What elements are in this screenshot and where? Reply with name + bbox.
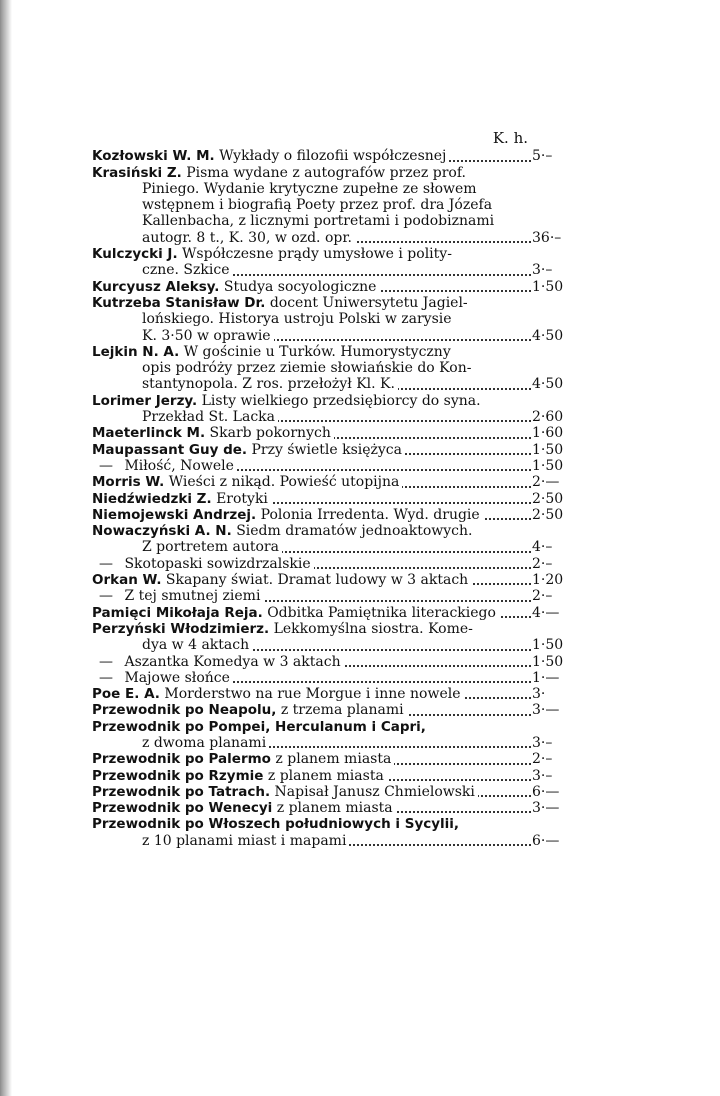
entry-author: Morris W. xyxy=(92,474,165,491)
entry-price: 1·50 xyxy=(532,653,564,670)
entry-line xyxy=(92,393,530,409)
entry-price: 1·20 xyxy=(532,572,564,589)
entry-text: Skarb pokornych xyxy=(209,425,331,442)
entry-line xyxy=(92,344,530,360)
entry-line xyxy=(92,490,564,507)
entry-price: 3· xyxy=(532,686,564,702)
scan-shadow-edge xyxy=(0,0,14,1096)
entry-author: Przewodnik po Palermo xyxy=(92,751,271,768)
entry-text: Listy wielkiego przedsiębiorcy do syna. xyxy=(201,392,481,409)
entry-author: Przewodnik po Wenecyi xyxy=(92,800,273,817)
entry-price: 4·50 xyxy=(532,376,564,393)
entry-text: Aszantka Komedya w 3 aktach xyxy=(124,653,341,670)
entry-author: Poe E. A. xyxy=(92,686,160,703)
entry-text: z trzema planami xyxy=(280,702,404,719)
catalog-entry xyxy=(92,343,564,393)
entry-text: Wieści z nikąd. Powieść utopijna xyxy=(168,474,400,491)
entry-text: wstępnem i biografią Poety przez prof. dra Józefa xyxy=(142,197,493,214)
entry-author: Perzyński Włodzimierz. xyxy=(92,620,270,637)
entry-price: 5·– xyxy=(532,148,564,164)
entry-text: Pisma wydane z autografów przez prof. xyxy=(186,164,466,181)
entry-text: opis podróży przez ziemie słowiańskie do Kon- xyxy=(142,360,472,377)
entry-author: Przewodnik po Włoszech południowych i Sycylii, xyxy=(92,816,460,833)
catalog-entry xyxy=(92,278,564,295)
entry-text: Siedm dramatów jednoaktowych. xyxy=(236,523,473,540)
entry-author: Kozłowski W. M. xyxy=(92,148,215,165)
catalog-entry xyxy=(92,800,560,817)
entry-line xyxy=(92,816,530,832)
entry-author: Przewodnik po Neapolu, xyxy=(92,702,277,719)
entry-author: Przewodnik po Rzymie xyxy=(92,767,264,784)
entry-text: Erotyki xyxy=(216,490,268,507)
entry-author: Niedźwiedzki Z. xyxy=(92,490,212,507)
entry-line xyxy=(92,474,560,491)
entry-price: 3·– xyxy=(532,262,564,278)
entry-text: Studya socyologiczne xyxy=(223,278,377,295)
entry-text: Skotopaski sowizdrzalskie xyxy=(124,555,311,572)
entry-author: Orkan W. xyxy=(92,572,162,589)
entry-line xyxy=(92,409,564,426)
entry-line xyxy=(92,441,564,458)
catalog-entry xyxy=(92,604,560,621)
entry-author: Maeterlinck M. xyxy=(92,425,206,442)
entry-line xyxy=(92,181,530,197)
entry-line xyxy=(92,506,564,523)
entry-price: 2·– xyxy=(532,751,564,767)
entry-author: Kurcyusz Aleksy. xyxy=(92,278,220,295)
entry-author: Przewodnik po Pompei, Herculanum i Capri, xyxy=(92,718,426,735)
entry-text: Wykłady o filozofii współczesnej xyxy=(219,148,447,165)
entry-line xyxy=(92,197,530,213)
entry-price: 3·— xyxy=(532,702,564,718)
entry-text: Przekład St. Lacka xyxy=(142,409,275,426)
entry-price: 1·50 xyxy=(532,278,564,295)
entry-line xyxy=(92,539,553,556)
catalog-entry xyxy=(92,392,564,426)
entry-price: 6·— xyxy=(532,784,564,800)
catalog-entry xyxy=(92,474,560,491)
entry-text: Kallenbacha, z licznymi portretami i podobiznami xyxy=(142,213,495,230)
catalog-entry xyxy=(92,425,564,442)
entry-text: z planem miasta xyxy=(276,800,393,817)
entry-price: 1·— xyxy=(532,670,564,686)
entry-text: Morderstwo na rue Morgue i inne nowele xyxy=(164,686,461,703)
ditto-dash: — xyxy=(99,588,113,605)
entry-line xyxy=(92,604,560,621)
catalog-entry xyxy=(92,441,564,458)
entry-line xyxy=(92,523,530,539)
catalog-entry xyxy=(92,572,564,589)
entry-line xyxy=(92,457,564,474)
entry-line xyxy=(92,751,553,768)
catalog-entry xyxy=(92,718,553,752)
entry-text: Z portretem autora xyxy=(142,539,279,556)
entry-line xyxy=(92,783,560,800)
entry-line xyxy=(92,311,530,327)
entry-text: Odbitka Pamiętnika literackiego xyxy=(267,604,496,621)
catalog-entry xyxy=(92,457,564,474)
entry-price: 1·50 xyxy=(532,457,564,474)
catalog-entry xyxy=(92,588,553,605)
entry-text: Z tej smutnej ziemi xyxy=(124,588,261,605)
entry-line xyxy=(92,327,564,344)
entry-line xyxy=(92,213,530,229)
entry-text: z 10 planami miast i mapami xyxy=(142,832,347,849)
entry-text: z planem miasta xyxy=(275,751,392,768)
entry-price: 3·— xyxy=(532,800,564,816)
catalog-entry xyxy=(92,751,553,768)
entry-price: 2·60 xyxy=(532,409,564,426)
entry-line xyxy=(92,262,553,279)
catalog-entry xyxy=(92,148,553,165)
entry-text: Piniego. Wydanie krytyczne zupełne ze słowem xyxy=(142,180,477,197)
entry-price: 6·— xyxy=(532,833,564,849)
entry-line xyxy=(92,360,530,376)
entry-text: K. 3·50 w oprawie xyxy=(142,327,271,344)
entry-text: Lekkomyślna siostra. Kome- xyxy=(273,620,473,637)
catalog-entry xyxy=(92,523,553,556)
entry-text: Współczesne prądy umysłowe i polity- xyxy=(182,246,452,263)
entry-author: Pamięci Mikołaja Reja. xyxy=(92,604,263,621)
catalog-entry xyxy=(92,767,553,784)
entry-line xyxy=(92,702,560,719)
entry-price: 4·– xyxy=(532,539,564,555)
entry-line xyxy=(92,686,546,703)
ditto-dash: — xyxy=(99,457,113,474)
entry-line xyxy=(92,555,553,572)
entry-line xyxy=(92,165,530,181)
entry-author: Przewodnik po Tatrach. xyxy=(92,783,271,800)
entry-line xyxy=(92,376,564,393)
catalog-entry xyxy=(92,246,553,279)
catalog-entry xyxy=(92,555,553,572)
catalog-entry xyxy=(92,783,560,800)
entry-author: Kutrzeba Stanisław Dr. xyxy=(92,294,266,311)
entry-price: 4·— xyxy=(532,605,564,621)
currency-header: K. h. xyxy=(492,129,528,147)
entry-price: 2·— xyxy=(532,474,564,490)
catalog-entry xyxy=(92,686,546,703)
entry-line xyxy=(92,669,560,686)
ditto-dash: — xyxy=(99,653,113,670)
entry-price: 1·50 xyxy=(532,637,564,654)
entry-price: 1·60 xyxy=(532,425,564,442)
entry-author: Kulczycki J. xyxy=(92,246,178,263)
entry-line xyxy=(92,295,530,311)
entry-line xyxy=(92,425,564,442)
entry-line xyxy=(92,734,553,751)
catalog-entry xyxy=(92,620,564,654)
entry-line xyxy=(92,719,530,735)
entry-price: 2·50 xyxy=(532,490,564,507)
catalog-entry xyxy=(92,506,564,523)
catalog-entry xyxy=(92,669,560,686)
entry-author: Maupassant Guy de. xyxy=(92,441,248,458)
entry-author: Krasiński Z. xyxy=(92,164,182,181)
entry-line xyxy=(92,800,560,817)
entry-author: Lejkin N. A. xyxy=(92,343,180,360)
catalog-entry xyxy=(92,702,560,719)
entry-line xyxy=(92,588,553,605)
entry-author: Niemojewski Andrzej. xyxy=(92,506,257,523)
entry-text: dya w 4 aktach xyxy=(142,637,250,654)
entry-text: Polonia Irredenta. Wyd. drugie xyxy=(260,506,480,523)
ditto-dash: — xyxy=(99,555,113,572)
entry-line xyxy=(92,572,564,589)
entry-text: czne. Szkice xyxy=(142,262,230,279)
entry-author: Lorimer Jerzy. xyxy=(92,392,198,409)
entry-price: 3·– xyxy=(532,768,564,784)
entry-text: W gościnie u Turków. Humorystyczny xyxy=(183,343,451,360)
entry-text: z planem miasta xyxy=(267,767,384,784)
entry-text: Napisał Janusz Chmielowski xyxy=(274,783,475,800)
catalog-entry xyxy=(92,294,564,344)
entry-author: Nowaczyński A. N. xyxy=(92,523,232,540)
entry-line xyxy=(92,832,560,849)
entry-text: docent Uniwersytetu Jagiel- xyxy=(269,294,468,311)
catalog-entry xyxy=(92,164,562,246)
catalog-entry xyxy=(92,490,564,507)
entry-text: Majowe słońce xyxy=(124,669,230,686)
entry-price: 36·– xyxy=(532,230,564,246)
entry-price: 2·– xyxy=(532,588,564,604)
catalog-entries xyxy=(92,148,564,849)
entry-line xyxy=(92,148,553,165)
catalog-entry xyxy=(92,816,560,849)
entry-line xyxy=(92,653,564,670)
ditto-dash: — xyxy=(99,669,113,686)
entry-line xyxy=(92,621,530,637)
entry-line xyxy=(92,278,564,295)
entry-text: stantynopola. Z ros. przełożył Kl. K. xyxy=(142,376,395,393)
entry-price: 1·50 xyxy=(532,441,564,458)
entry-text: z dwoma planami xyxy=(142,734,267,751)
entry-line xyxy=(92,637,564,654)
entry-line xyxy=(92,767,553,784)
entry-price: 2·– xyxy=(532,556,564,572)
entry-price: 2·50 xyxy=(532,506,564,523)
catalog-page xyxy=(92,129,564,849)
entry-price: 4·50 xyxy=(532,327,564,344)
entry-line xyxy=(92,229,562,246)
entry-text: Miłość, Nowele xyxy=(124,457,234,474)
entry-text: autogr. 8 t., K. 30, w ozd. opr. xyxy=(142,229,352,246)
entry-text: lońskiego. Historya ustroju Polski w zarysie xyxy=(142,311,452,328)
entry-price: 3·– xyxy=(532,735,564,751)
catalog-entry xyxy=(92,653,564,670)
entry-text: Przy świetle księżyca xyxy=(251,441,402,458)
entry-line xyxy=(92,246,530,262)
entry-text: Skapany świat. Dramat ludowy w 3 aktach xyxy=(165,572,469,589)
